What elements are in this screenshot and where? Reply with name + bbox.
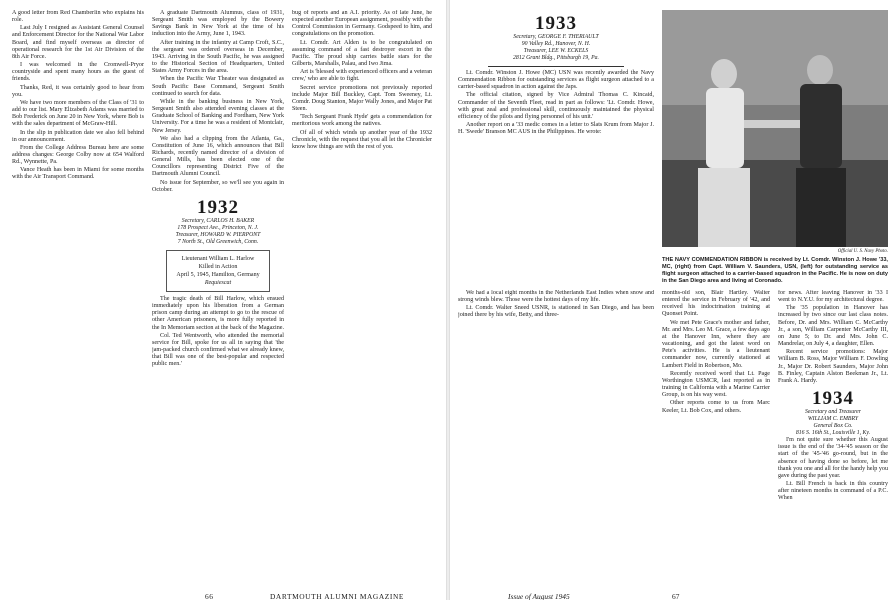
paragraph: While in the banking business in New York, Sergeant Smith also attended evening classes at the Graduate School of Banking and Fordham, New York University. For a time he was a resident of Montclair, New Jersey. xyxy=(152,98,284,134)
notice-date: April 5, 1945, Hamilton, Germany xyxy=(176,271,260,278)
right-column-2 xyxy=(662,290,770,572)
paragraph: Col. Ted Wentworth, who attended the memorial service for Bill, spoke for us all in saying that 'the jam-packed church confirmed what we already knew, that Bill was one of the best-popular and respected public men.' xyxy=(152,332,284,368)
paragraph: Recently received word that Lt. Page Worthington USMCR, last reported as in training in California with a Marine Carrier Group, is on his way west. xyxy=(662,370,770,399)
divider xyxy=(488,66,624,67)
notice-requiescat: Requiescat xyxy=(204,279,232,286)
class-year-heading: 1932 xyxy=(197,196,239,218)
paragraph: Thanks, Red, it was certainly good to hear from you. xyxy=(12,84,144,98)
class-year-heading: 1933 xyxy=(535,13,577,34)
paragraph: The tragic death of Bill Harlow, which ensued immediately upon his liberation from a German prison camp during an attempt to go to the rescue of other American prisoners, is more fully reported in the In Memoriam section at the back of the Magazine. xyxy=(152,295,284,331)
paragraph: We also had a clipping from the Atlanta, Ga., Constitution of June 16, which announces that Bill Richards, recently named director of a division of General Mills, has been elected one of the Councillors representing District Five of the Dartmouth Alumni Council. xyxy=(152,135,284,178)
class-treasurer: Treasurer, LEE W. ECKELS xyxy=(523,48,589,54)
memorial-notice-box xyxy=(166,250,270,292)
paragraph: Lt. Bill French is back in this country after nineteen months in command of a P.C. When xyxy=(778,480,888,502)
paragraph: months-old son, Blair Hartley. Walter entered the service in February of '42, and received his indoctrination training at Quonset Point. xyxy=(662,290,770,318)
class-secretary: Secretary, GEORGE F. THERIAULT xyxy=(513,34,599,40)
paragraph: 'Tech Sergeant Frank Hyde' gets a commendation for meritorious work among the natives. xyxy=(292,114,432,128)
paragraph: Lt. Comdr. Art Alden is to be congratulated on assuming command of a fast destroyer escort in the Pacific. The proud ship carries battle stars for the Gilberts, Marshalls, Palau, and Iwo Jima. xyxy=(292,39,432,68)
left-column-3 xyxy=(292,10,432,580)
class-year-heading: 1934 xyxy=(812,388,854,410)
photo-credit: Official U. S. Navy Photo. xyxy=(837,249,888,254)
paragraph: I was welcomed in the Cromwell-Pryor countryside and spent many hours as the guest of friends. xyxy=(12,62,144,83)
left-column-1 xyxy=(12,10,144,580)
class-secretary: Secretary, CARLOS H. BAKER xyxy=(181,217,255,224)
paragraph: Lt. Comdr. Walter Sneed USNR, is stationed in San Diego, and has been joined there by his wife, Betty, and three- xyxy=(458,305,654,319)
photo-caption: THE NAVY COMMENDATION RIBBON is received by Lt. Comdr. Winston J. Howe '33, MC, (right) from Capt. William V. Saunders, USN, (left) for outstanding service as flight surgeon attached to a carrier-based squadron in the Pacific. He is now on duty in the San Diego area and living at Coronado. xyxy=(662,257,888,284)
class-treasurer-address: 7 North St., Old Greenwich, Conn. xyxy=(177,238,259,245)
paragraph: I'm not quite sure whether this August issue is the end of the '34-'45 season or the start of the '45-'46 go-round, but in the absence of having done so before, let me thank you one and all for the handy help you gave during the past year. xyxy=(778,437,888,479)
class-secretary-name: WILLIAM C. EMBRY xyxy=(807,416,859,423)
class-address: 816 S. 16th St., Louisville 1, Ky. xyxy=(795,430,871,437)
paragraph: for news. After leaving Hanover in '33 I went to N.Y.U. for my architectural degree. xyxy=(778,290,888,304)
page-number: 67 xyxy=(672,592,680,600)
left-column-2 xyxy=(152,10,284,580)
right-page xyxy=(448,0,896,600)
paragraph: When the Pacific War Theater was designated as South Pacific Base Command, Sergeant Smith continued to search for data. xyxy=(152,76,284,97)
paragraph: Of all of which winds up another year of the 1932 Chronicle, with the request that you all let the Chronicler know how things are with the rest of you. xyxy=(292,129,432,150)
class-treasurer: Treasurer, HOWARD W. PIERPONT xyxy=(175,231,261,238)
paragraph: Vance Heath has been in Miami for some months with the Air Transport Command. xyxy=(12,167,144,181)
paragraph: Secret service promotions not previously reported include Major Bill Buckley, Capt. Tom Sweeney, Lt. Comdr. Doug Stanton, Major Wally Jones, and Major Pat Steen. xyxy=(292,84,432,113)
magazine-title: DARTMOUTH ALUMNI MAGAZINE xyxy=(270,592,405,600)
paragraph: No issue for September, so we'll see you again in October. xyxy=(152,179,284,193)
right-column-3 xyxy=(778,290,888,572)
paragraph: We have two more members of the Class of '31 to add to our list. Mary Elizabeth Adams was married to Bob Frederick on June 20 in New York, where Bob is with the sales department of McGraw-Hill. xyxy=(12,99,144,128)
paragraph: The official citation, signed by Vice Admiral Thomas C. Kincaid, Commander of the Seventh Fleet, read in part as follows: 'Lt. Comdr. Howe, with great zeal and professional skill, continuously maintained the physical efficiency of the pilots and flying personnel of his unit.' xyxy=(458,92,654,120)
paragraph: A graduate Dartmouth Alumnus, class of 1931, Sergeant Smith was employed by the Bowery Savings Bank in New York at the time of his induction into the Army, June 1, 1943. xyxy=(152,10,284,38)
paragraph: After training in the infantry at Camp Croft, S.C., the sergeant was ordered overseas in December, 1943. Arriving in the South Pacific, he was assigned to the Historical Section of Headquarters, United States Army Forces in the area. xyxy=(152,39,284,75)
paragraph: bug of reports and an A.I. priority. As of late June, he expected another European assignment, possibly with the Control Commission in Germany. Godspeed to him, and congratulations on the promotion. xyxy=(292,10,432,38)
class-treasurer-address: 2812 Grant Bldg., Pittsburgh 19, Pa. xyxy=(513,55,599,61)
navy-photo xyxy=(662,10,888,247)
right-column-1-lower xyxy=(458,290,654,572)
class-secretary: Secretary and Treasurer xyxy=(804,409,862,416)
paragraph: Other reports come to us from Marc Keeler, Lt. Bob Cox, and others. xyxy=(662,400,770,414)
class-org: General Box Co. xyxy=(813,423,853,430)
photo-illustration xyxy=(662,10,888,247)
notice-name: Lieutenant William L. Harlow xyxy=(181,255,255,262)
paragraph: Recent service promotions: Major William B. Ross, Major William F. Dowling Jr., Major Dr. Robert Saunders, Major John B. Finley, Captain Alston Beekman Jr., Lt. Frank A. Hardy. xyxy=(778,349,888,384)
paragraph: We had a local eight months in the Netherlands East Indies when snow and strong winds blew. Those were the hottest days of my life. xyxy=(458,290,654,304)
paragraph: Lt. Comdr. Winston J. Howe (MC) USN was recently awarded the Navy Commendation Ribbon for outstanding services as flight surgeon attached to a carrier-based squadron in action against the Japs. xyxy=(458,70,654,91)
paragraph: Last July I resigned as Assistant General Counsel and Enforcement Director for the National War Labor Board, and find myself overseas as director of operational research for the 1st Air Division of the 8th Air Force. xyxy=(12,25,144,60)
class-address: 90 Valley Rd., Hanover, N. H. xyxy=(521,41,591,47)
paragraph: In the slip in publication date we also fell behind in our announcement. xyxy=(12,129,144,143)
right-column-1 xyxy=(458,10,654,290)
class-address: 178 Prospect Ave., Princeton, N. J. xyxy=(177,224,259,231)
notice-status: Killed in Action xyxy=(198,263,238,270)
paragraph: Another report on a '33 medic comes in a letter to Slats Krum from Major J. H. 'Swede' Branson MC AUS in the Philippines. He wrote: xyxy=(458,122,654,136)
paragraph: The '35 population in Hanover has increased by two since our last class notes. Before, Dr. and Mrs. William C. McCarthy Jr., a son, William Carpenter McCarthy III, on June 5; to Dr. and Mrs. John C. Mandrelar, on July 4, a daughter, Ellen. xyxy=(778,305,888,348)
paragraph: From the College Address Bureau here are some address changes: George Colby now at 654 Walford Rd., Wynnette, Pa. xyxy=(12,144,144,166)
paragraph: We met Pete Grace's mother and father, Mr. and Mrs. Leo M. Grace, a few days ago at the Hanover Inn, where they are vacationing, and got the latest word on Pete's activities. He is a lieutenant commander now, currently stationed at Lambert Field in Robertson, Mo. xyxy=(662,319,770,369)
paragraph: A good letter from Red Chamberlin who explains his role. xyxy=(12,10,144,24)
page-number: 66 xyxy=(205,592,214,600)
issue-date: Issue of August 1945 xyxy=(508,592,570,600)
paragraph: Art is 'blessed with experienced officers and a veteran crew,' who are able to fight. xyxy=(292,69,432,83)
